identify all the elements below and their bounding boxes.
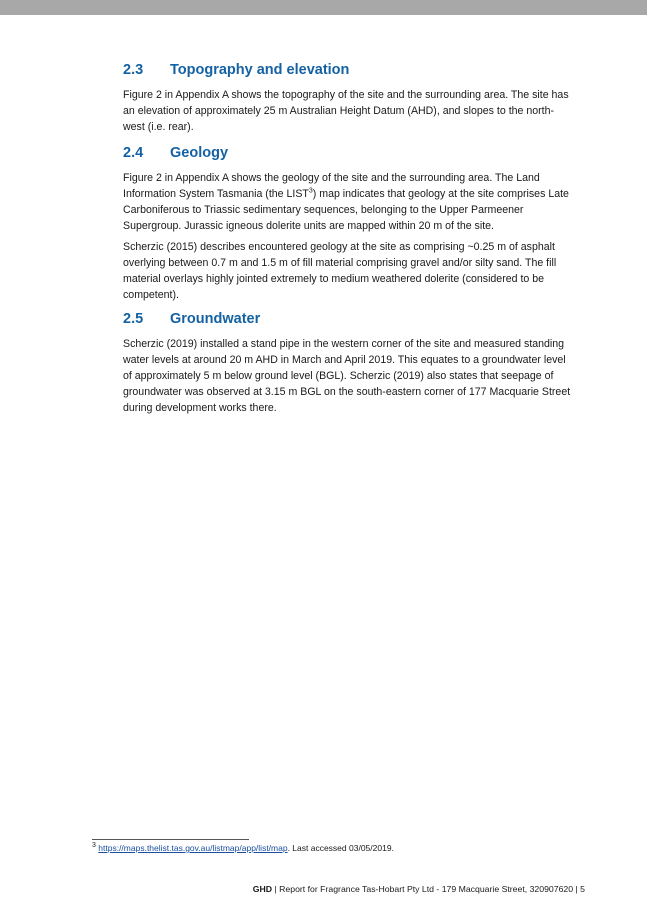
text-line: Scherzic (2015) describes encountered geology at the site as comprising ~0.25 m of asphalt — [123, 241, 555, 253]
text-line: Supergroup. Jurassic igneous dolerite units are mapped within 20 m of the site. — [123, 220, 494, 232]
paragraph-groundwater — [123, 336, 603, 416]
text-line: an elevation of approximately 25 m Australian Height Datum (AHD), and slopes to the north- — [123, 105, 555, 117]
paragraph-topography — [123, 87, 603, 135]
page-footer — [253, 884, 585, 894]
text-line: overlying between 0.7 m and 1.5 m of fill material comprising gravel and/or silty sand. The fill — [123, 257, 557, 269]
text-line: Figure 2 in Appendix A shows the topography of the site and the surrounding area. The site has — [123, 89, 569, 101]
text-line: Scherzic (2019) installed a stand pipe in the western corner of the site and measured standing — [123, 338, 565, 350]
footnote-text: . Last accessed 03/05/2019. — [287, 843, 394, 853]
section-heading-groundwater — [123, 311, 260, 327]
text-line: groundwater was observed at 3.15 m BGL on the south-eastern corner of 177 Macquarie Street — [123, 386, 571, 398]
footer-text: | Report for Fragrance Tas-Hobart Pty Ltd - 179 Macquarie Street, 320907620 | 5 — [272, 884, 585, 894]
section-number: 2.3 — [123, 62, 144, 78]
footnote — [92, 843, 394, 853]
paragraph-geology-1 — [123, 170, 603, 234]
footer-brand: GHD — [252, 884, 273, 894]
section-number: 2.5 — [123, 311, 144, 327]
footnote-divider — [92, 839, 249, 840]
section-title: Groundwater — [170, 311, 261, 327]
footnote-marker: 3 — [92, 842, 96, 850]
text-line: of approximately 5 m below ground level (BGL). Scherzic (2019) also states that seepage of — [123, 370, 554, 382]
text-line: water levels at around 20 m AHD in March and April 2019. This equates to a groundwater level — [123, 354, 566, 366]
paragraph-geology-2 — [123, 239, 603, 303]
text-line: competent). — [123, 289, 179, 301]
text-line: Figure 2 in Appendix A shows the geology of the site and the surrounding area. The Land — [123, 172, 540, 184]
text-line: west (i.e. rear). — [123, 121, 194, 133]
footnote-link[interactable]: https://maps.thelist.tas.gov.au/listmap/app/list/map — [98, 843, 288, 853]
text-line: during development works there. — [123, 402, 277, 414]
text-fragment: Information System Tasmania (the LIST — [123, 188, 309, 200]
section-heading-geology — [123, 145, 228, 161]
footnote-ref[interactable]: 3 — [308, 187, 313, 195]
viewer-top-bar — [0, 0, 647, 15]
text-line — [123, 186, 603, 202]
section-heading-topography — [123, 62, 349, 78]
text-fragment: ) map indicates that geology at the site comprises Late — [312, 188, 569, 200]
section-title: Topography and elevation — [170, 62, 350, 78]
text-line: Carboniferous to Triassic sedimentary sequences, belonging to the Upper Parmeener — [123, 204, 524, 216]
section-title: Geology — [170, 145, 229, 161]
text-line: material overlays highly jointed extremely to medium weathered dolerite (considered to be — [123, 273, 545, 285]
section-number: 2.4 — [123, 145, 144, 161]
